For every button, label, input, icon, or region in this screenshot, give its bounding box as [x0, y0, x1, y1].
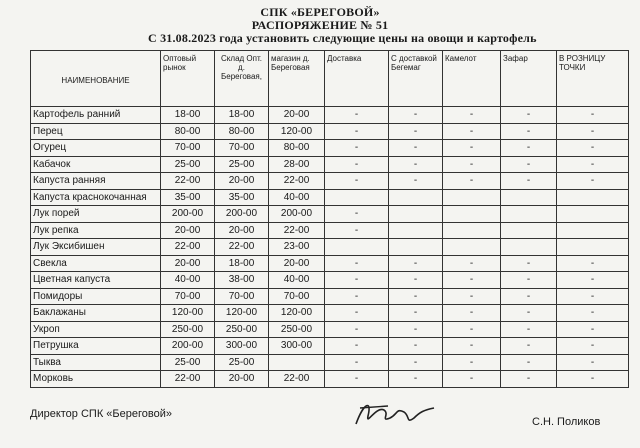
product-name-cell: Перец — [31, 123, 161, 140]
price-cell: 22-00 — [215, 239, 269, 256]
product-name-cell: Лук репка — [31, 222, 161, 239]
price-cell — [501, 222, 557, 239]
price-cell: - — [389, 123, 443, 140]
price-cell — [443, 189, 501, 206]
signature-image — [350, 396, 440, 432]
price-cell: 22-00 — [161, 371, 215, 388]
price-cell: - — [325, 156, 389, 173]
price-cell: 22-00 — [161, 173, 215, 190]
price-cell — [557, 206, 629, 223]
table-row — [31, 272, 629, 289]
price-cell: - — [443, 371, 501, 388]
product-name-cell: Петрушка — [31, 338, 161, 355]
price-cell: 120-00 — [215, 305, 269, 322]
price-cell: - — [389, 371, 443, 388]
price-cell: 23-00 — [269, 239, 325, 256]
price-cell: 120-00 — [161, 305, 215, 322]
price-cell: 80-00 — [269, 140, 325, 157]
price-cell: - — [443, 338, 501, 355]
product-name-cell: Помидоры — [31, 288, 161, 305]
price-cell: - — [325, 206, 389, 223]
price-cell: - — [443, 173, 501, 190]
price-cell — [443, 222, 501, 239]
price-cell: - — [557, 107, 629, 124]
price-cell: - — [325, 354, 389, 371]
price-cell: - — [501, 173, 557, 190]
price-cell: 20-00 — [161, 255, 215, 272]
table-row — [31, 321, 629, 338]
price-cell: 25-00 — [161, 156, 215, 173]
column-header: Доставка — [325, 51, 389, 107]
price-cell: 35-00 — [215, 189, 269, 206]
price-cell: 70-00 — [215, 140, 269, 157]
table-row — [31, 239, 629, 256]
price-cell: 200-00 — [269, 206, 325, 223]
price-cell: 20-00 — [269, 255, 325, 272]
price-cell: 120-00 — [269, 305, 325, 322]
price-cell: 200-00 — [161, 206, 215, 223]
price-cell: - — [557, 272, 629, 289]
product-name-cell: Картофель ранний — [31, 107, 161, 124]
price-cell: - — [389, 140, 443, 157]
product-name-cell: Капуста ранняя — [31, 173, 161, 190]
price-cell: - — [557, 371, 629, 388]
price-cell: - — [443, 140, 501, 157]
price-cell: - — [443, 123, 501, 140]
price-cell: - — [325, 272, 389, 289]
price-cell: - — [557, 338, 629, 355]
price-cell: - — [325, 321, 389, 338]
price-cell: 25-00 — [215, 354, 269, 371]
price-cell: 70-00 — [161, 288, 215, 305]
price-cell: - — [325, 338, 389, 355]
table-row — [31, 189, 629, 206]
price-cell — [557, 189, 629, 206]
price-cell: - — [389, 272, 443, 289]
table-row — [31, 107, 629, 124]
table-row — [31, 140, 629, 157]
price-cell: - — [443, 107, 501, 124]
price-cell: - — [501, 288, 557, 305]
product-name-cell: Морковь — [31, 371, 161, 388]
product-name-cell: Капуста краснокочанная — [31, 189, 161, 206]
price-cell: 250-00 — [161, 321, 215, 338]
price-cell: - — [325, 255, 389, 272]
price-cell: - — [389, 354, 443, 371]
product-name-cell: Цветная капуста — [31, 272, 161, 289]
price-cell — [389, 222, 443, 239]
price-cell: - — [325, 123, 389, 140]
price-cell: - — [501, 354, 557, 371]
price-cell: - — [501, 321, 557, 338]
price-cell: - — [389, 321, 443, 338]
price-cell: 18-00 — [161, 107, 215, 124]
price-cell: - — [443, 288, 501, 305]
price-cell: 80-00 — [161, 123, 215, 140]
table-row — [31, 305, 629, 322]
price-cell: 22-00 — [269, 222, 325, 239]
price-cell — [443, 206, 501, 223]
price-cell — [389, 206, 443, 223]
price-cell — [557, 222, 629, 239]
price-cell: 20-00 — [215, 371, 269, 388]
price-cell: - — [501, 338, 557, 355]
price-cell — [325, 239, 389, 256]
table-body — [31, 107, 629, 388]
product-name-cell: Баклажаны — [31, 305, 161, 322]
price-cell: - — [557, 140, 629, 157]
table-row — [31, 371, 629, 388]
price-cell — [557, 239, 629, 256]
price-cell: - — [389, 107, 443, 124]
price-cell: - — [501, 123, 557, 140]
table-row — [31, 222, 629, 239]
price-cell — [389, 239, 443, 256]
price-cell — [269, 354, 325, 371]
price-cell: - — [389, 338, 443, 355]
price-cell: 22-00 — [161, 239, 215, 256]
price-cell: - — [325, 305, 389, 322]
column-header: магазин д. Береговая — [269, 51, 325, 107]
price-cell: 22-00 — [269, 173, 325, 190]
price-cell: - — [557, 255, 629, 272]
price-cell: 20-00 — [269, 107, 325, 124]
price-cell: 38-00 — [215, 272, 269, 289]
price-cell: - — [557, 173, 629, 190]
price-cell — [389, 189, 443, 206]
price-cell: - — [557, 354, 629, 371]
price-cell: 18-00 — [215, 107, 269, 124]
price-cell: 200-00 — [161, 338, 215, 355]
product-name-cell: Свекла — [31, 255, 161, 272]
price-cell: - — [389, 173, 443, 190]
price-cell: 200-00 — [215, 206, 269, 223]
price-cell: - — [443, 354, 501, 371]
table-row — [31, 288, 629, 305]
price-cell: 40-00 — [269, 272, 325, 289]
price-cell: 25-00 — [215, 156, 269, 173]
price-cell: 70-00 — [215, 288, 269, 305]
product-name-cell: Тыква — [31, 354, 161, 371]
price-cell: - — [443, 321, 501, 338]
price-cell — [501, 239, 557, 256]
price-cell: - — [325, 107, 389, 124]
price-cell: - — [557, 288, 629, 305]
price-cell: 250-00 — [215, 321, 269, 338]
price-cell: - — [325, 140, 389, 157]
price-cell: - — [501, 140, 557, 157]
price-cell: 18-00 — [215, 255, 269, 272]
price-cell: - — [557, 305, 629, 322]
price-cell: - — [501, 255, 557, 272]
table-header-row — [31, 51, 629, 107]
price-cell: 22-00 — [269, 371, 325, 388]
org-title: СПК «БЕРЕГОВОЙ» — [260, 5, 380, 19]
column-header: НАИМЕНОВАНИЕ — [31, 51, 161, 107]
product-name-cell: Укроп — [31, 321, 161, 338]
price-cell: 70-00 — [161, 140, 215, 157]
column-header: Склад Опт. д. Береговая, — [215, 51, 269, 107]
price-cell: 20-00 — [215, 173, 269, 190]
price-cell: - — [557, 123, 629, 140]
price-cell: 20-00 — [161, 222, 215, 239]
price-cell: 300-00 — [269, 338, 325, 355]
product-name-cell: Лук порей — [31, 206, 161, 223]
table-row — [31, 156, 629, 173]
price-cell: - — [501, 156, 557, 173]
table-row — [31, 173, 629, 190]
price-cell: - — [443, 272, 501, 289]
price-cell: - — [325, 288, 389, 305]
column-header: Камелот — [443, 51, 501, 107]
price-cell: - — [325, 371, 389, 388]
price-cell: 70-00 — [269, 288, 325, 305]
price-cell: 28-00 — [269, 156, 325, 173]
price-cell: 20-00 — [215, 222, 269, 239]
price-cell: - — [389, 255, 443, 272]
price-cell: - — [501, 305, 557, 322]
table-row — [31, 206, 629, 223]
price-cell: - — [501, 371, 557, 388]
director-title: Директор СПК «Береговой» — [30, 408, 172, 420]
price-cell: - — [389, 156, 443, 173]
column-header: С доставкой Бегемаг — [389, 51, 443, 107]
table-row — [31, 255, 629, 272]
price-cell: - — [325, 222, 389, 239]
price-cell — [501, 189, 557, 206]
doc-subtitle: С 31.08.2023 года установить следующие цены на овощи и картофель — [148, 31, 537, 45]
price-cell: 80-00 — [215, 123, 269, 140]
table-row — [31, 123, 629, 140]
product-name-cell: Огурец — [31, 140, 161, 157]
table-row — [31, 338, 629, 355]
price-cell: - — [389, 305, 443, 322]
product-name-cell: Лук Эксибишен — [31, 239, 161, 256]
price-cell: - — [443, 255, 501, 272]
price-cell: - — [389, 288, 443, 305]
price-cell: - — [501, 107, 557, 124]
price-cell: 300-00 — [215, 338, 269, 355]
director-name: С.Н. Поликов — [532, 416, 601, 428]
column-header: Зафар — [501, 51, 557, 107]
price-cell: - — [501, 272, 557, 289]
document-header — [0, 6, 640, 45]
price-cell: 40-00 — [269, 189, 325, 206]
price-cell: - — [443, 156, 501, 173]
column-header: Оптовый рынок — [161, 51, 215, 107]
product-name-cell: Кабачок — [31, 156, 161, 173]
price-table — [30, 50, 629, 388]
column-header: В РОЗНИЦУ ТОЧКИ — [557, 51, 629, 107]
price-cell: 120-00 — [269, 123, 325, 140]
price-cell: 25-00 — [161, 354, 215, 371]
price-cell: - — [443, 305, 501, 322]
price-cell — [325, 189, 389, 206]
price-cell: 40-00 — [161, 272, 215, 289]
price-cell: - — [325, 173, 389, 190]
price-cell: 250-00 — [269, 321, 325, 338]
price-cell: - — [557, 321, 629, 338]
table-row — [31, 354, 629, 371]
price-cell: 35-00 — [161, 189, 215, 206]
price-cell — [443, 239, 501, 256]
price-cell — [501, 206, 557, 223]
price-cell: - — [557, 156, 629, 173]
doc-title: РАСПОРЯЖЕНИЕ № 51 — [251, 18, 389, 32]
